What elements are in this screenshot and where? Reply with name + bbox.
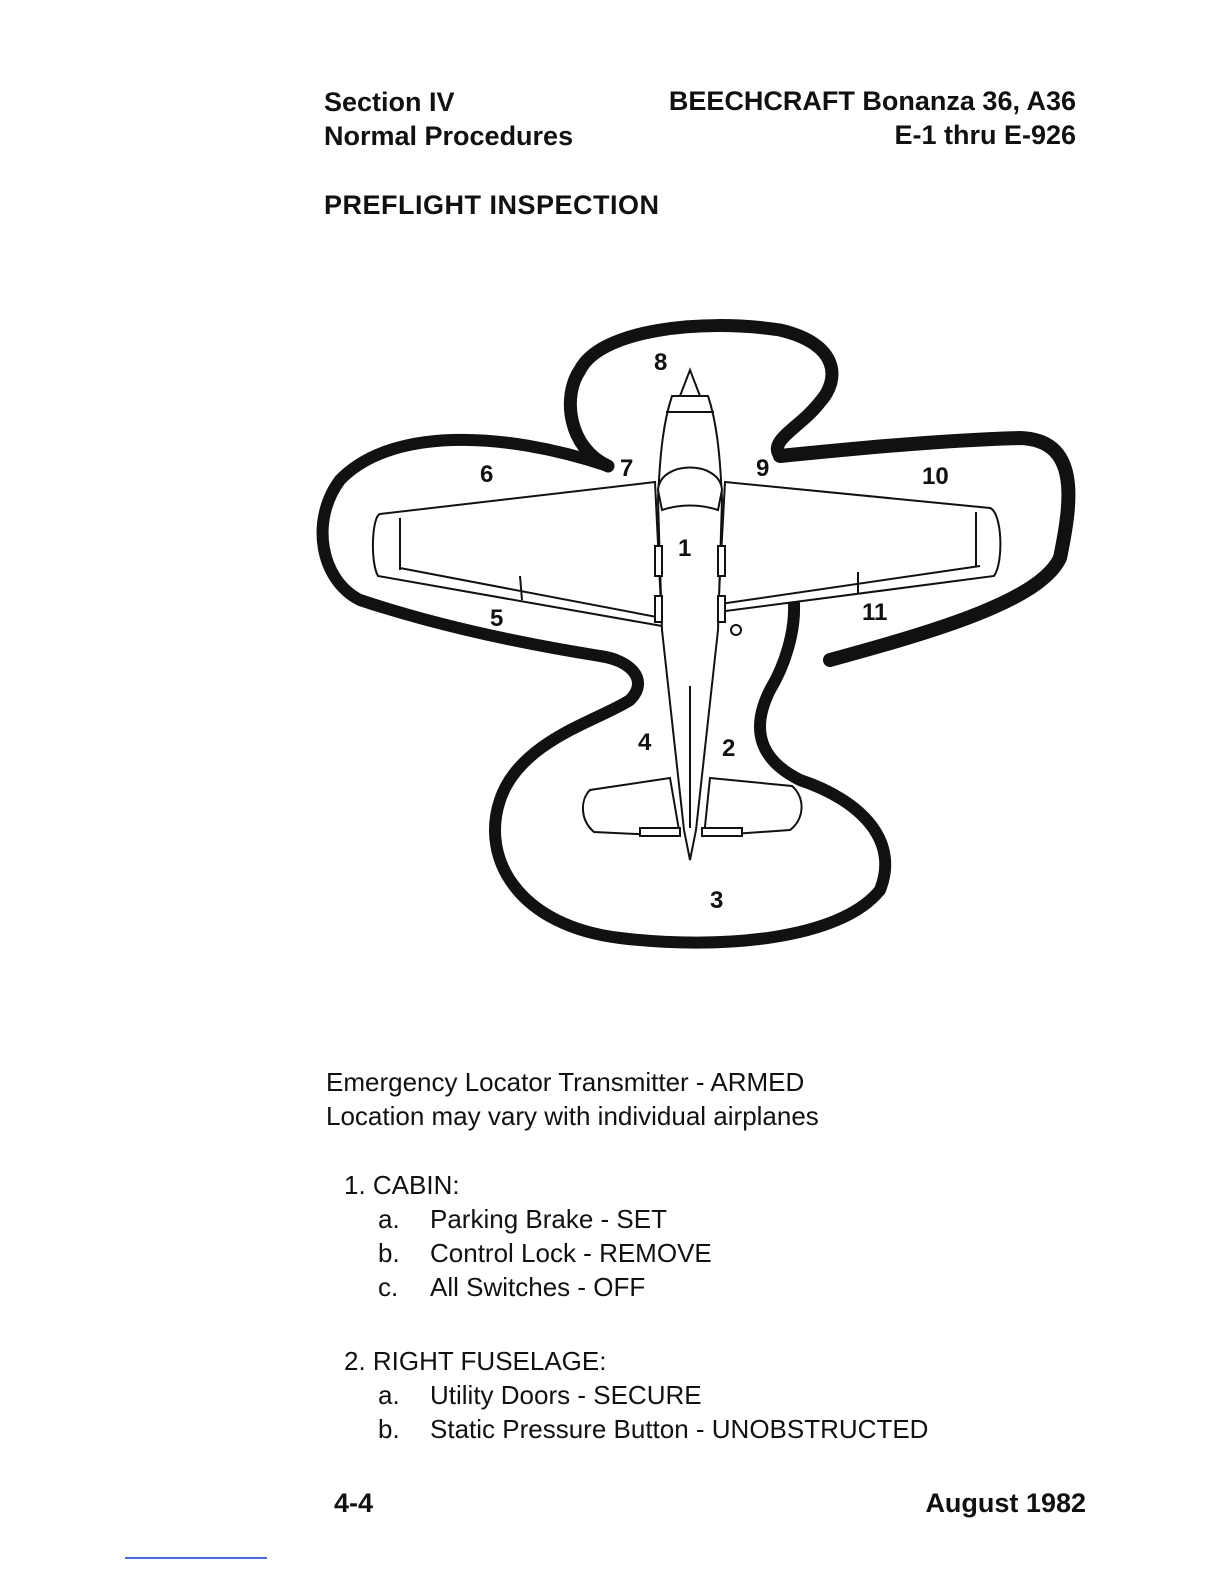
step-2-heading: 2. RIGHT FUSELAGE: — [344, 1346, 607, 1376]
station-1-label: 1 — [678, 535, 692, 562]
propeller-spinner — [680, 370, 700, 396]
item-text: All Switches - OFF — [430, 1272, 646, 1302]
step-1-heading: 1. CABIN: — [344, 1170, 460, 1200]
right-wing — [718, 482, 1000, 612]
station-5-label: 5 — [490, 605, 504, 632]
item-letter: a. — [378, 1204, 400, 1234]
station-6-label: 6 — [480, 461, 494, 488]
station-11-label: 11 — [862, 599, 888, 626]
item-letter: b. — [378, 1414, 400, 1444]
revision-date: August 1982 — [925, 1488, 1086, 1518]
station-10-label: 10 — [922, 463, 949, 490]
item-letter: a. — [378, 1380, 400, 1410]
page-title: PREFLIGHT INSPECTION — [324, 190, 660, 220]
item-letter: b. — [378, 1238, 400, 1268]
item-text: Parking Brake - SET — [430, 1204, 667, 1234]
item-letter: c. — [378, 1272, 399, 1302]
station-9-label: 9 — [756, 455, 770, 482]
item-text: Static Pressure Button - UNOBSTRUCTED — [430, 1414, 929, 1444]
list-item — [378, 1412, 928, 1446]
item-text: Control Lock - REMOVE — [430, 1238, 712, 1268]
page-number: 4-4 — [334, 1488, 374, 1518]
station-4-label: 4 — [638, 729, 652, 756]
elt-note-line1: Emergency Locator Transmitter - ARMED — [326, 1067, 805, 1097]
list-item — [378, 1378, 928, 1412]
left-wing — [373, 482, 662, 626]
station-2-label: 2 — [722, 735, 736, 762]
list-item — [378, 1202, 712, 1236]
step-1-list — [378, 1202, 712, 1304]
divider — [125, 1557, 267, 1559]
serial-range: E-1 thru E-926 — [894, 120, 1076, 150]
list-item — [378, 1270, 712, 1304]
station-7-label: 7 — [620, 455, 634, 482]
aircraft-model: BEECHCRAFT Bonanza 36, A36 — [668, 86, 1076, 116]
preflight-walkaround-diagram — [300, 300, 1100, 960]
station-3-label: 3 — [710, 887, 724, 914]
station-8-label: 8 — [654, 349, 668, 376]
list-item — [378, 1236, 712, 1270]
item-text: Utility Doors - SECURE — [430, 1380, 702, 1410]
section-label: Section IV — [324, 87, 455, 117]
section-title: Normal Procedures — [324, 121, 574, 151]
elt-note-line2: Location may vary with individual airplanes — [326, 1101, 819, 1131]
step-2-list — [378, 1378, 928, 1446]
